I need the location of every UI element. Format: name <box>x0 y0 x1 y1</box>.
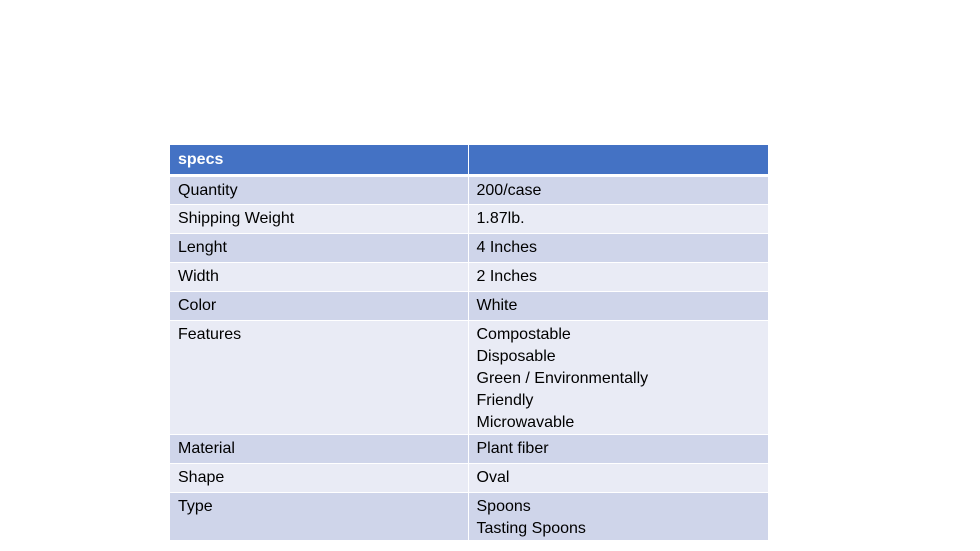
spec-value-line: White <box>476 297 518 314</box>
spec-label: Quantity <box>170 176 468 205</box>
spec-value <box>468 321 768 435</box>
spec-label: Shipping Weight <box>170 205 468 234</box>
table-row <box>170 435 768 464</box>
spec-value <box>468 234 768 263</box>
table-row <box>170 234 768 263</box>
spec-value-line: Compostable <box>476 326 571 343</box>
spec-value-line: 1.87lb. <box>476 210 525 227</box>
spec-label: Type <box>170 493 468 541</box>
spec-value-line: Friendly <box>476 392 534 409</box>
spec-value <box>468 205 768 234</box>
spec-value-line: 200/case <box>476 182 542 199</box>
table-row <box>170 176 768 205</box>
spec-value-line: Disposable <box>476 348 556 365</box>
spec-value-line: Plant fiber <box>476 440 549 457</box>
spec-value-line: Spoons <box>476 498 531 515</box>
spec-value-line: Tasting Spoons <box>476 520 586 537</box>
spec-label: Material <box>170 435 468 464</box>
table-body <box>170 176 768 541</box>
spec-value <box>468 292 768 321</box>
spec-value-line: Green / Environmentally <box>476 370 649 387</box>
spec-value-line: Microwavable <box>476 414 575 431</box>
table-row <box>170 464 768 493</box>
table-row <box>170 292 768 321</box>
spec-value <box>468 176 768 205</box>
spec-value <box>468 263 768 292</box>
spec-value <box>468 435 768 464</box>
table-row <box>170 205 768 234</box>
spec-value-line: 2 Inches <box>476 268 537 285</box>
spec-label: Features <box>170 321 468 435</box>
header-cell: specs <box>170 145 468 176</box>
spec-label: Lenght <box>170 234 468 263</box>
spec-value-line: Oval <box>476 469 510 486</box>
table-header-row <box>170 145 768 176</box>
specs-table <box>170 145 768 541</box>
table-row <box>170 493 768 541</box>
spec-value <box>468 493 768 541</box>
spec-label: Width <box>170 263 468 292</box>
spec-label: Color <box>170 292 468 321</box>
table-row <box>170 263 768 292</box>
table-row <box>170 321 768 435</box>
header-cell <box>468 145 768 176</box>
spec-value-line: 4 Inches <box>476 239 537 256</box>
spec-label: Shape <box>170 464 468 493</box>
spec-value <box>468 464 768 493</box>
